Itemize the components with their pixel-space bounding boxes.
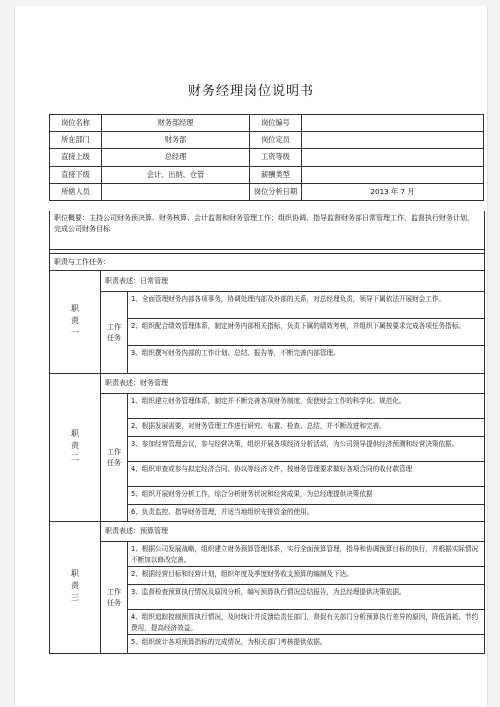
position-info-table	[49, 114, 484, 201]
duty-block-3	[49, 521, 485, 654]
work-task-label: 工作 任务	[101, 292, 128, 373]
list-item: 6、负责监控、指导财务管理，并适当地组织安排资金的使用。	[131, 508, 314, 516]
grade-value	[302, 149, 484, 166]
table-row	[50, 183, 484, 200]
table-row	[50, 132, 484, 149]
duty-block-1	[49, 271, 485, 374]
list-item: 3、组织撰写财务内部的工作计划、总结、报告等，不断完善内部管理。	[131, 349, 340, 357]
duty-block-2	[49, 373, 485, 522]
duty-label: 职责二	[50, 373, 101, 521]
staff-label: 所辖人员	[50, 183, 102, 200]
document-page	[14, 6, 488, 706]
task-list	[128, 394, 484, 521]
list-item: 1、组织建立财务管理体系，制定并不断完善各项财务制度，促使财会工作的科学化、规范化。	[128, 394, 484, 419]
department-value: 财务部	[102, 132, 250, 149]
list-item: 4、组织追踪控制预算执行情况，及时统计并反馈给责任部门，督促有关部门分析预算执行差异的原因，降低消耗、节约费用，提高经济效益。	[128, 610, 484, 635]
list-item: 1、全面管理财务内部各项事务，协调处理内部及外部的关系，对总经理负责，领导下属依法开展财会工作。	[128, 292, 484, 319]
list-item: 2、根据经营目标和经营计划，组织年度及季度财务收支预算的编制及下达。	[128, 567, 484, 585]
duty-description: 职责表述：日常管理	[101, 271, 484, 292]
list-item: 5、组织开展财务分析工作，综合分析财务状况和经营成果，为总经理提供决策依据	[128, 487, 484, 505]
list-item: 3、监督检查预算执行情况及原因分析，编写预算执行情况总结报告，为总经理提供决策依据。	[128, 585, 484, 610]
position-name-label: 岗位名称	[50, 115, 102, 132]
position-code-label: 岗位编号	[250, 115, 302, 132]
list-item: 2、根据发展需要，对财务管理工作进行研究、布置、检查、总结，并不断改进和完善。	[128, 419, 484, 437]
work-task-label: 工作 任务	[101, 394, 128, 521]
department-label: 所在部门	[50, 132, 102, 149]
list-item: 2、组织配合绩效管理体系，制定财务内部相关指标，负责下属的绩效考核，并组织下属按要求完成各项任务指标。	[128, 319, 484, 346]
task-list	[128, 292, 484, 373]
grade-label: 工资等级	[250, 149, 302, 166]
analysis-date-value: 2013 年 7 月	[302, 183, 484, 200]
position-summary: 职位概要：主持公司财务预决算、财务核算、会计监督和财务管理工作；组织协调、指导监督财务部日常管理工作，监督执行财务计划，完成公司财务目标	[49, 211, 485, 250]
analysis-date-label: 岗位分析日期	[250, 183, 302, 200]
pay-type-label: 薪酬类型	[250, 166, 302, 183]
staff-value	[102, 183, 250, 200]
task-list	[128, 542, 484, 653]
position-code-value	[302, 115, 484, 132]
duty-description: 职责表述：财务管理	[101, 373, 484, 394]
superior-label: 直接上级	[50, 149, 102, 166]
list-item: 4、组织审查或参与拟定经济合同、协议等经济文件，按财务管理要求做好各项合同的收付款管理	[128, 462, 484, 487]
table-row	[50, 115, 484, 132]
headcount-value	[302, 132, 484, 149]
work-task-label: 工作 任务	[101, 542, 128, 653]
headcount-label: 岗位定员	[250, 132, 302, 149]
position-name-value: 财务部经理	[102, 115, 250, 132]
duty-label: 职责三	[50, 521, 101, 653]
duties-header: 职责与工作任务：	[49, 253, 485, 271]
subordinate-label: 直接下级	[50, 166, 102, 183]
duty-description: 职责表述：预算管理	[101, 521, 484, 542]
list-item: 5、组织统计各项预算指标的完成情况，为相关部门考核提供依据。	[131, 638, 327, 646]
table-row	[50, 166, 484, 183]
list-item: 3、参加经营管理会议，参与经营决策，组织开展各项经济分析活动，为公司领导提供经济预测和经营决策依据。	[128, 437, 484, 462]
pay-type-value	[302, 166, 484, 183]
list-item: 1、根据公司发展战略，组织建立财务预算管理体系，实行全面预算管理，指导和协调预算目标的执行，并根据实际情况不断加以修改完善。	[128, 542, 484, 567]
table-row	[50, 149, 484, 166]
subordinate-value: 会计、出纳、仓管	[102, 166, 250, 183]
duty-label: 职责一	[50, 271, 101, 373]
page-title: 财务经理岗位说明书	[187, 84, 314, 99]
superior-value: 总经理	[102, 149, 250, 166]
